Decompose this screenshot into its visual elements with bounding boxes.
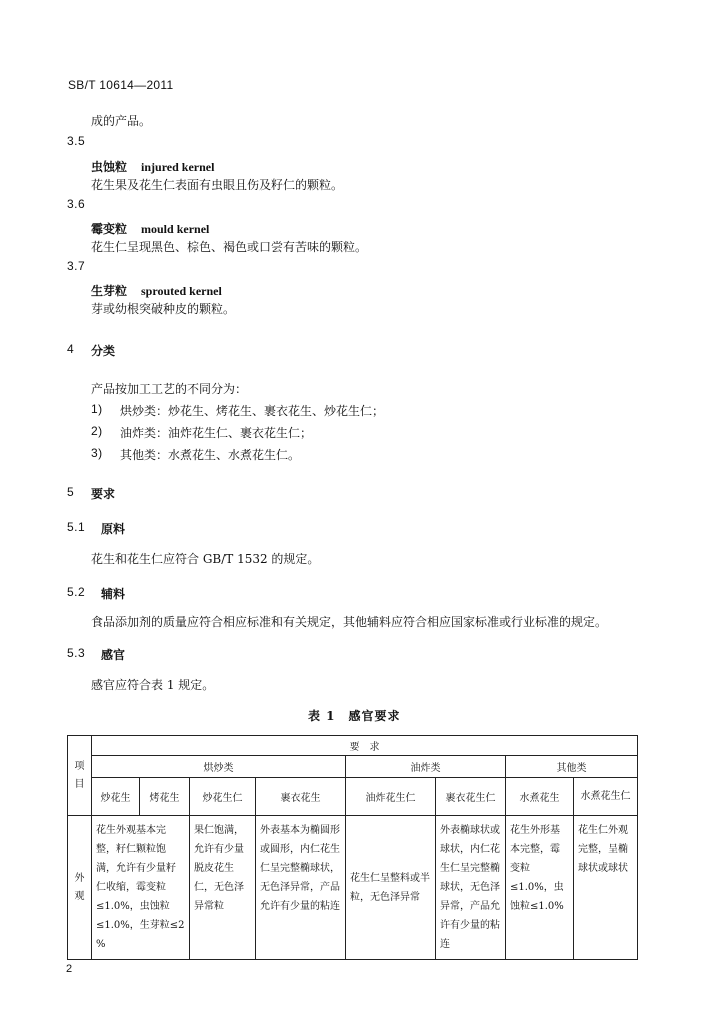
page-number: 2 (66, 963, 73, 975)
clause-5-2-title: 辅料 (101, 587, 126, 601)
clause-5-1-text: 花生和花生仁应符合 GB/T 1532 的规定。 (91, 552, 320, 566)
category-1-text: 烘炒类：炒花生、烤花生、裹衣花生、炒花生仁； (120, 404, 385, 418)
clause-3-7-term (91, 280, 222, 299)
clause-3-5-number: 3.5 (67, 134, 86, 148)
group-roast-header: 烘炒类 (92, 756, 346, 778)
table-cell: 花生外观基本完整，籽仁颗粒饱满，允许有少量籽仁收缩，霉变粒≤1.0%，虫蚀粒≤1.0%，生芽粒≤2 % (92, 816, 190, 960)
clause-5-1-title: 原料 (101, 522, 126, 536)
column-header: 烤花生 (140, 778, 190, 816)
item-header-cell: 项目 (68, 736, 92, 816)
column-header: 油炸花生仁 (346, 778, 436, 816)
term-zh: 虫蚀粒 (91, 160, 128, 174)
clause-3-6-number: 3.6 (67, 197, 86, 211)
continuation-text: 成的产品。 (91, 114, 152, 128)
category-2-text: 油炸类：油炸花生仁、裹衣花生仁； (120, 426, 313, 440)
clause-3-7-definition: 芽或幼根突破种皮的颗粒。 (91, 302, 236, 316)
section-4-title: 分类 (91, 344, 116, 358)
table-cell: 花生仁呈整料或半粒，无色泽异常 (346, 816, 436, 960)
column-header: 炒花生 (92, 778, 140, 816)
column-header: 炒花生仁 (190, 778, 256, 816)
term-en: injured kernel (141, 160, 215, 174)
clause-3-5-definition: 花生果及花生仁表面有虫眼且伤及籽仁的颗粒。 (91, 178, 344, 192)
section-4-number: 4 (67, 342, 75, 356)
clause-3-6-term (91, 218, 209, 237)
clause-3-6-definition: 花生仁呈现黑色、棕色、褐色或口尝有苦味的颗粒。 (91, 240, 368, 254)
column-header: 水煮花生 (506, 778, 574, 816)
term-zh: 霉变粒 (91, 222, 128, 236)
table-cell: 花生外形基本完整，霉变粒≤1.0%，虫蚀粒≤1.0% (506, 816, 574, 960)
table-cell: 外表基本为椭圆形或圆形，内仁花生仁呈完整椭球状，无色泽异常，产品允许有少量的粘连 (256, 816, 346, 960)
term-en: sprouted kernel (141, 284, 222, 298)
section-5-title: 要求 (91, 487, 116, 501)
table-cell: 果仁饱满，允许有少量脱皮花生仁，无色泽异常粒 (190, 816, 256, 960)
clause-5-3-text: 感官应符合表 1 规定。 (91, 678, 215, 692)
column-header: 裹衣花生 (256, 778, 346, 816)
section-4-intro: 产品按加工工艺的不同分为： (91, 382, 248, 396)
group-fried-header: 油炸类 (346, 756, 506, 778)
standard-number-header: SB/T 10614—2011 (68, 78, 174, 92)
clause-5-1-number: 5.1 (67, 520, 86, 534)
clause-5-2-number: 5.2 (67, 585, 86, 599)
category-1-number: 1) (91, 402, 103, 416)
sensory-requirements-table (67, 735, 638, 960)
clause-3-7-number: 3.7 (67, 259, 86, 273)
appearance-label-cell: 外观 (68, 816, 92, 960)
clause-5-3-number: 5.3 (67, 646, 86, 660)
category-3-text: 其他类：水煮花生、水煮花生仁。 (120, 448, 301, 462)
column-header: 水煮花生仁 (574, 778, 638, 816)
requirement-header: 要 求 (92, 736, 638, 756)
clause-5-2-text: 食品添加剂的质量应符合相应标准和有关规定，其他辅料应符合相应国家标准或行业标准的规定。 (91, 615, 608, 629)
section-5-number: 5 (67, 485, 75, 499)
column-header: 裹衣花生仁 (436, 778, 506, 816)
clause-3-5-term (91, 156, 214, 175)
clause-5-3-title: 感官 (101, 648, 126, 662)
table-cell: 花生仁外观完整，呈椭球状或球状 (574, 816, 638, 960)
category-3-number: 3) (91, 446, 103, 460)
group-other-header: 其他类 (506, 756, 638, 778)
term-en: mould kernel (141, 222, 210, 236)
table-cell: 外表椭球状或球状，内仁花生仁呈完整椭球状，无色泽异常，产品允许有少量的粘连 (436, 816, 506, 960)
term-zh: 生芽粒 (91, 284, 128, 298)
table-caption: 表 1 感官要求 (308, 709, 401, 723)
category-2-number: 2) (91, 424, 103, 438)
